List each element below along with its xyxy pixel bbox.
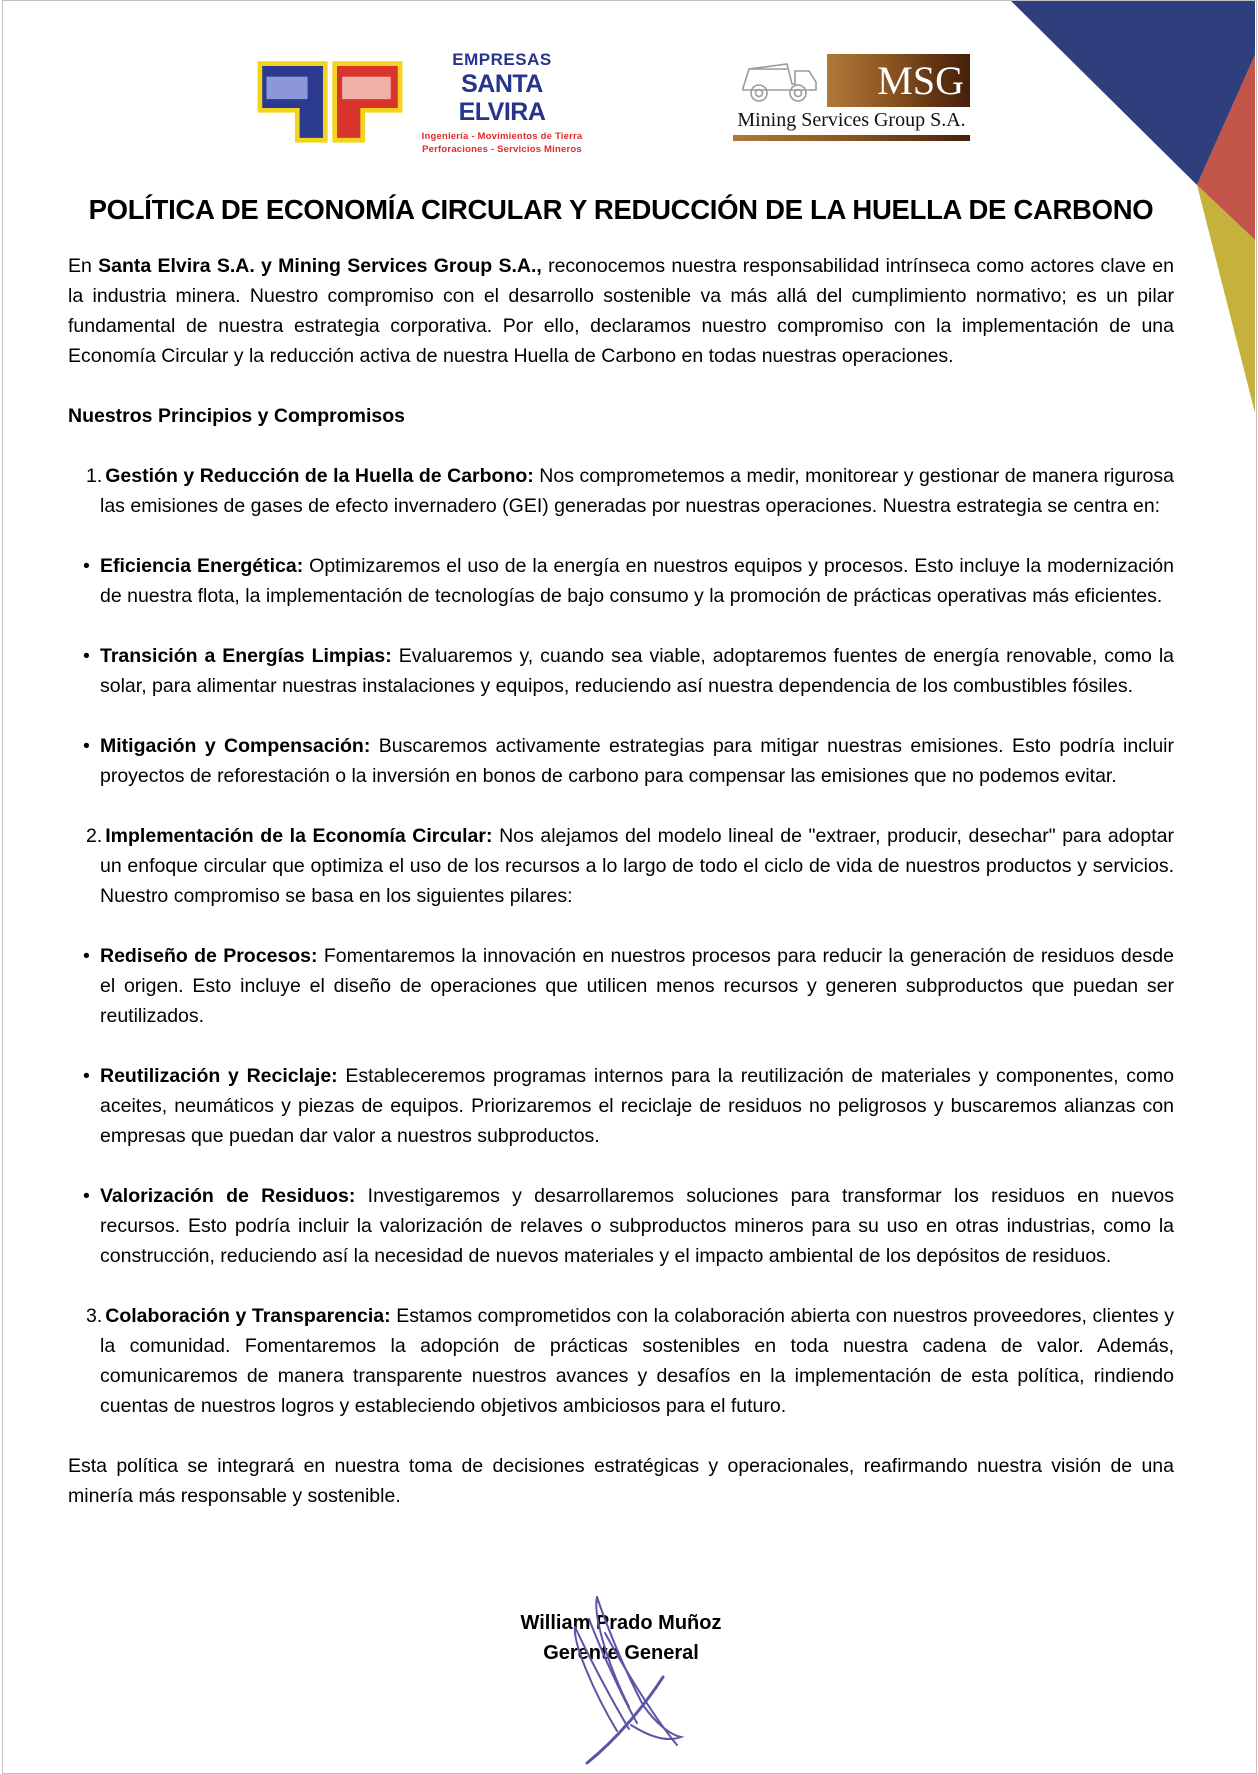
bullet-item-valorizacion: • Valorización de Residuos: Investigaremos y desarrollaremos soluciones para transformar los residuos en nuevos recursos. Esto podría incluir la valorización de relaves o subproductos mineros para su uso en otras industrias, como la construcción, reduciendo así la necesidad de nuevos materiales y el impacto ambiental de los depósitos de residuos. xyxy=(68,1181,1174,1271)
closing-paragraph: Esta política se integrará en nuestra toma de decisiones estratégicas y operacionales, reafirmando nuestra visión de una minería más responsable y sostenible. xyxy=(68,1455,1174,1507)
se-line-empresas: EMPRESAS xyxy=(452,50,552,69)
signatory-role: Gerente General xyxy=(543,1642,699,1664)
se-line-services2: Perforaciones - Servicios Mineros xyxy=(422,144,582,155)
bullet-item-transicion: • Transición a Energías Limpias: Evaluaremos y, cuando sea viable, adoptaremos fuentes de energía renovable, como la solar, para alimentar nuestras instalaciones y equipos, reduciendo así nuestra dependencia de los combustibles fósiles. xyxy=(68,641,1174,701)
page-title: POLÍTICA DE ECONOMÍA CIRCULAR Y REDUCCIÓN DE LA HUELLA DE CARBONO xyxy=(88,194,1154,225)
signature-scribble xyxy=(545,1593,685,1765)
se-line-services1: Ingeniería - Movimientos de Tierra xyxy=(421,131,583,142)
principle-item-2: 2. Implementación de la Economía Circular: Nos alejamos del modelo lineal de "extraer, producir, desechar" para adoptar un enfoque circular que optimiza el uso de los recursos a lo largo de todo el ciclo de vida de nuestros productos y servicios. Nuestro compromiso se basa en los siguientes pilares: xyxy=(86,825,1174,907)
bullet-item-mitigacion: • Mitigación y Compensación: Buscaremos activamente estrategias para mitigar nuestras emisiones. Esto podría incluir proyectos de reforestación o la inversión en bonos de carbono para compensar las emisiones que no podemos evitar. xyxy=(68,731,1174,791)
bullet-item-reutilizacion: • Reutilización y Reciclaje: Estableceremos programas internos para la reutilización de materiales y componentes, como aceites, neumáticos y piezas de equipos. Priorizaremos el reciclaje de residuos no peligrosos y buscaremos alianzas con empresas que puedan dar valor a nuestros subproductos. xyxy=(68,1061,1174,1151)
intro-paragraph: En Santa Elvira S.A. y Mining Services Group S.A., reconocemos nuestra responsabilidad intrínseca como actores clave en la industria minera. Nuestro compromiso con el desarrollo sostenible va más allá del cumplimiento normativo; es un pilar fundamental de nuestra estrategia corporativa. Por ello, declaramos nuestro compromiso con la implementación de una Economía Circular y la reducción activa de nuestra Huella de Carbono en todas nuestras operaciones. xyxy=(68,255,1174,367)
bullet-item-eficiencia: • Eficiencia Energética: Optimizaremos el uso de la energía en nuestros equipos y procesos. Esto incluye la modernización de nuestra flota, la implementación de tecnologías de bajo consumo y la promoción de prácticas operativas más eficientes. xyxy=(68,551,1174,611)
section-heading: Nuestros Principios y Compromisos xyxy=(68,405,405,427)
document-body xyxy=(68,0,1174,1668)
principle-item-3: 3. Colaboración y Transparencia: Estamos comprometidos con la colaboración abierta con nuestros proveedores, clientes y la comunidad. Fomentaremos la adopción de prácticas sostenibles en toda nuestra cadena de valor. Además, comunicaremos de manera transparente nuestros avances y desafíos en la implementación de esta política, rindiendo cuentas de nuestros logros y estableciendo objetivos ambiciosos para el futuro. xyxy=(86,1305,1174,1417)
signatory-name: William Prado Muñoz xyxy=(520,1612,722,1634)
principle-item-1: 1. Gestión y Reducción de la Huella de Carbono: Nos comprometemos a medir, monitorear y gestionar de manera rigurosa las emisiones de gases de efecto invernadero (GEI) generadas por nuestras operaciones. Nuestra estrategia se centra en: xyxy=(86,465,1175,517)
msg-acronym: MSG xyxy=(877,58,964,103)
bullet-item-rediseno: • Rediseño de Procesos: Fomentaremos la innovación en nuestros procesos para reducir la generación de residuos desde el origen. Esto incluye el diseño de operaciones que utilicen menos recursos y generen subproductos que puedan ser reutilizados. xyxy=(68,941,1174,1031)
se-line-name: SANTA ELVIRA xyxy=(458,70,546,126)
msg-company-name: Mining Services Group S.A. xyxy=(737,109,966,131)
